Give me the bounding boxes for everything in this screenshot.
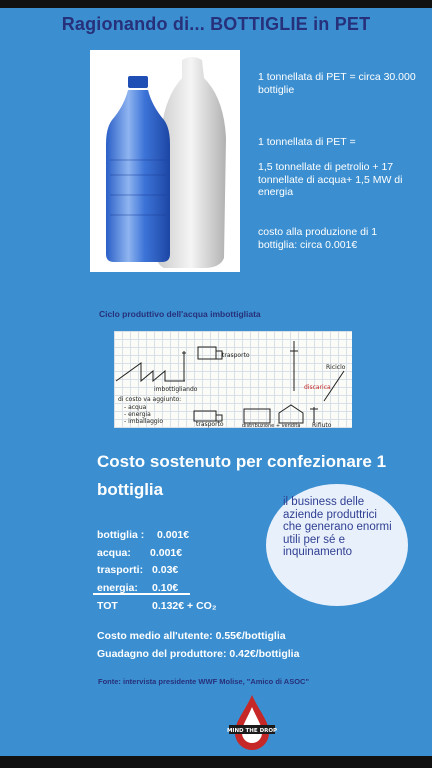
poster (0, 8, 432, 756)
averages (97, 627, 299, 663)
sketch-discarica: discarica (304, 384, 331, 391)
sketch-trasporto: trasporto (222, 352, 250, 359)
cycle-label: Ciclo produttivo dell'acqua imbottigliata (99, 309, 261, 319)
sketch-costi: di costo va aggiunto: (118, 396, 182, 403)
cost-label: acqua: (97, 546, 131, 559)
fact-production-cost: costo alla produzione di 1 bottiglia: circa 0.001€ (258, 226, 378, 251)
plastic-bottle-image (90, 50, 240, 272)
producer-gain: Guadagno del produttore: 0.42€/bottiglia (97, 648, 300, 660)
sketch-imballaggio: - imballaggio (124, 418, 164, 425)
fact-pet-equals: 1 tonnellata di PET = (258, 136, 356, 148)
bottom-bar (0, 756, 432, 768)
sketch-distribuzione: distribuzione + vendita (242, 423, 301, 428)
mind-the-drop-logo (227, 693, 277, 755)
cost-label: bottiglia : (97, 529, 145, 541)
sketch-trasporto-2: trasporto (196, 421, 224, 428)
total-value: 0.132€ + CO₂ (152, 600, 217, 612)
cost-value: 0.001€ (150, 546, 183, 559)
fact-pet-bottles: 1 tonnellata di PET = circa 30.000 bottiglie (258, 71, 416, 96)
total-label: TOT (97, 600, 118, 612)
cost-value: 0.10€ (152, 581, 179, 594)
production-cycle-sketch (114, 331, 352, 428)
cost-value: 0.001€ (157, 529, 190, 541)
bubble-text: il business delle aziende produttrici che generano enormi utili per sé e inquinamento (283, 496, 392, 558)
logo-text: MIND THE DROP (227, 728, 277, 734)
cost-label: trasporti: (97, 564, 144, 576)
user-cost: Costo medio all'utente: 0.55€/bottiglia (97, 630, 286, 642)
bottle-photo (90, 50, 240, 272)
cost-value: 0.03€ (152, 564, 179, 576)
source-note: Fonte: intervista presidente WWF Molise, "Amico di ASOC" (98, 677, 310, 686)
sum-divider (93, 593, 190, 595)
sketch-imbottigliando: imbottigliando (154, 386, 198, 393)
sketch-energia: - energia (124, 411, 151, 418)
sketch-acqua: - acqua (124, 404, 147, 411)
cost-title: Costo sostenuto per confezionare 1 bottiglia (97, 452, 387, 499)
top-bar (0, 0, 432, 8)
total-row (97, 600, 217, 612)
sketch-rifiuto: Rifiuto (312, 422, 332, 428)
page-title: Ragionando di... BOTTIGLIE in PET (61, 14, 371, 34)
fact-resources: 1,5 tonnellate di petrolio + 17 tonnellate di acqua+ 1,5 MW di energia (258, 161, 403, 198)
cost-label: energia: (97, 581, 138, 594)
sketch-riciclo: Riciclo (326, 364, 346, 371)
